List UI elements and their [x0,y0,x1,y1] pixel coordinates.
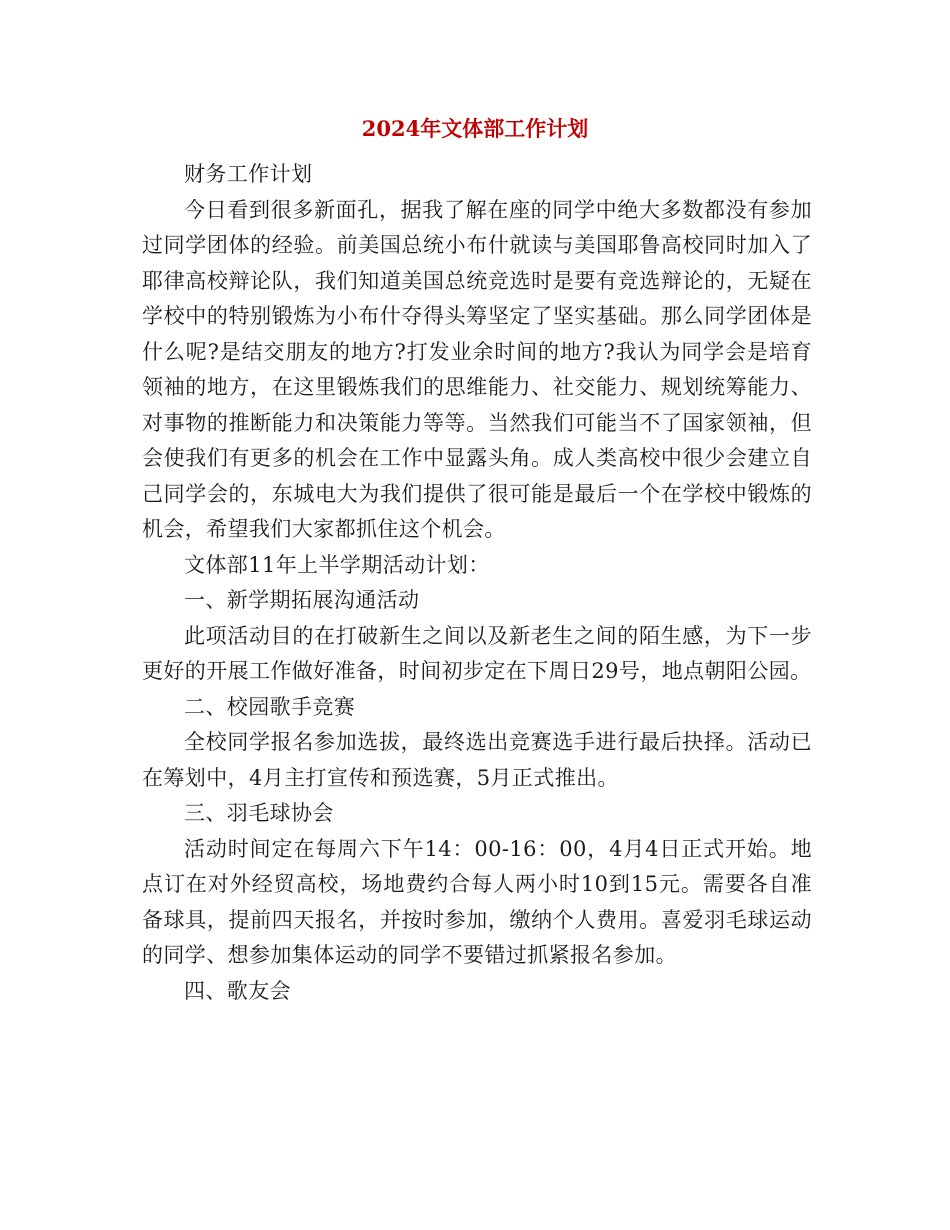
document-title: 2024年文体部工作计划 [361,116,589,141]
paragraph-intro: 今日看到很多新面孔，据我了解在座的同学中绝大多数都没有参加过同学团体的经验。前美国总统小布什就读与美国耶鲁高校同时加入了耶律高校辩论队，我们知道美国总统竞选时是要有竞选辩论的，无疑在学校中的特别锻炼为小布什夺得头筹坚定了坚实基础。那么同学团体是什么呢?是结交朋友的地方?打发业余时间的地方?我认为同学会是培育领袖的地方，在这里锻炼我们的思维能力、社交能力、规划统筹能力、对事物的推断能力和决策能力等等。当然我们可能当不了国家领袖，但会使我们有更多的机会在工作中显露头角。成人类高校中很少会建立自己同学会的，东城电大为我们提供了很可能是最后一个在学校中锻炼的机会，希望我们大家都抓住这个机会。 [142,197,812,541]
item-heading-1: 一、新学期拓展沟通活动 [184,588,420,612]
document-body [142,157,812,1009]
item-paragraph-3: 活动时间定在每周六下午14：00-16：00，4月4日正式开始。地点订在对外经贸高校，场地费约合每人两小时10到15元。需要各自准备球具，提前四天报名，并按时参加，缴纳个人费用。喜爱羽毛球运动的同学、想参加集体运动的同学不要错过抓紧报名参加。 [142,836,812,967]
section-heading-finance: 财务工作计划 [184,162,313,186]
item-heading-2: 二、校园歌手竞赛 [184,694,356,719]
item-paragraph-1: 此项活动目的在打破新生之间以及新老生之间的陌生感，为下一步更好的开展工作做好准备，时间初步定在下周日29号，地点朝阳公园。 [142,623,812,683]
item-paragraph-2: 全校同学报名参加选拔，最终选出竞赛选手进行最后抉择。活动已在筹划中，4月主打宣传和预选赛，5月正式推出。 [142,730,812,790]
item-heading-4: 四、歌友会 [184,978,291,1003]
item-heading-3: 三、羽毛球协会 [184,801,334,825]
section-heading-activity-plan: 文体部11年上半学期活动计划： [184,552,490,577]
